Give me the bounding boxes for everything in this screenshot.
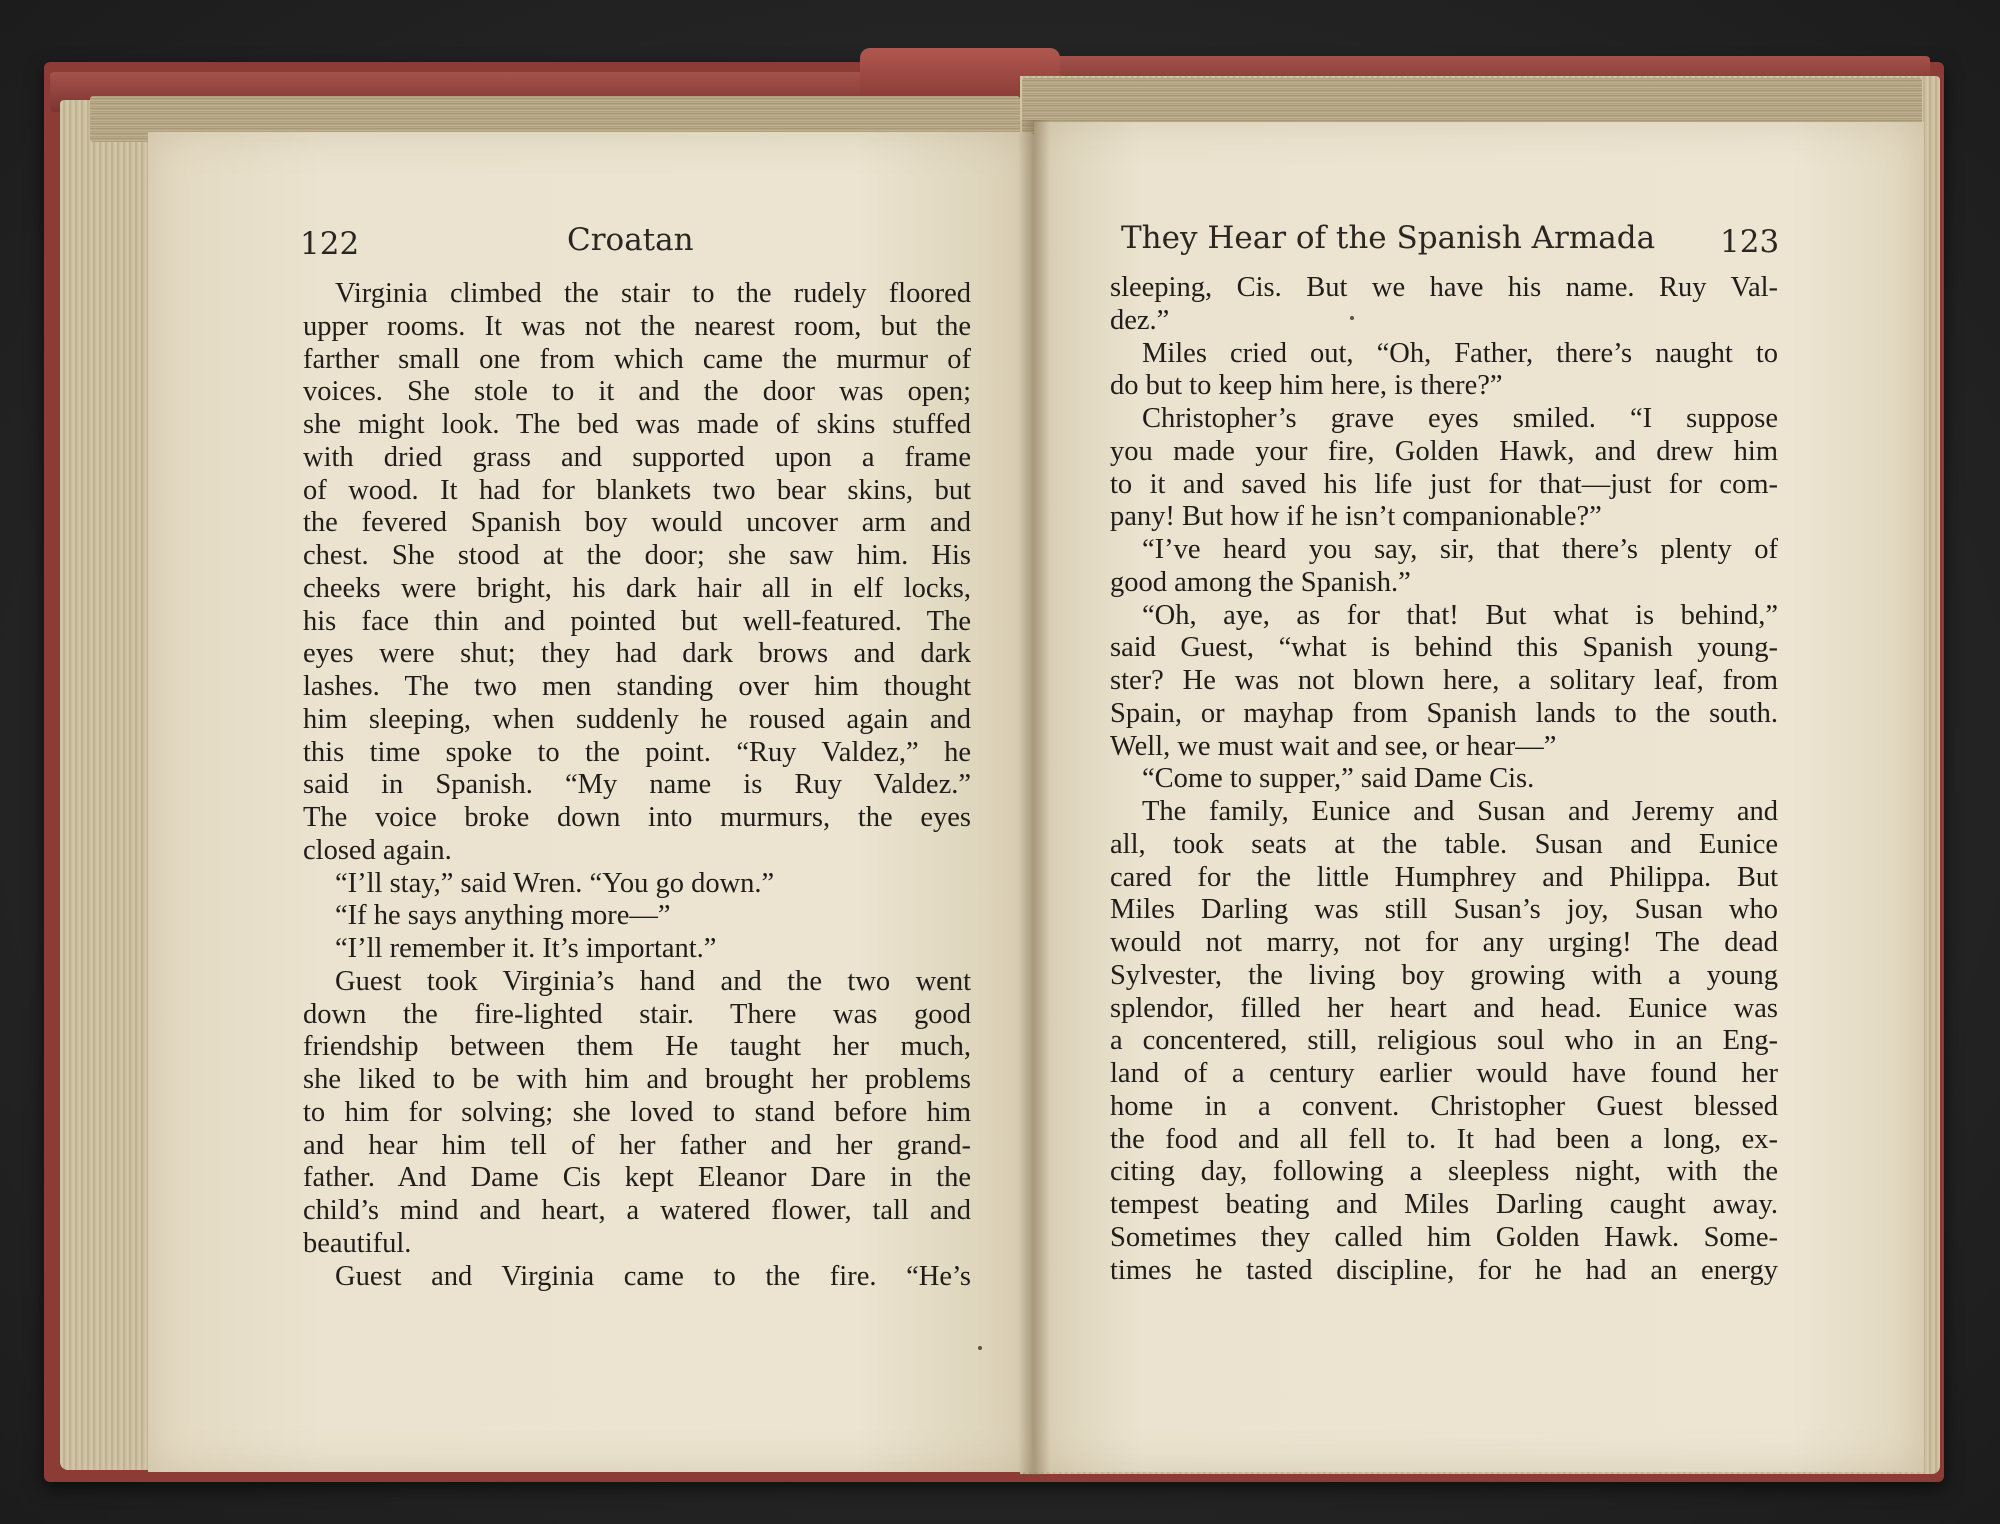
text-line: with dried grass and supported upon a frame	[303, 441, 971, 473]
text-line: beautiful.	[303, 1227, 412, 1259]
text-line: the fevered Spanish boy would uncover arm and	[303, 507, 971, 539]
text-line: upper rooms. It was not the nearest room, but the	[303, 310, 971, 342]
text-line: good among the Spanish.”	[1110, 566, 1411, 598]
text-line: him sleeping, when suddenly he roused again and	[303, 703, 971, 735]
text-line: she might look. The bed was made of skins stuffed	[303, 409, 971, 440]
text-line: eyes were shut; they had dark brows and dark	[303, 638, 971, 670]
text-line: Guest took Virginia’s hand and the two went	[335, 965, 971, 997]
text-line: cheeks were bright, his dark hair all in elf locks,	[303, 572, 971, 604]
text-line: a concentered, still, religious soul who in an Eng-	[1110, 1025, 1778, 1057]
text-line: down the fire-lighted stair. There was good	[303, 998, 971, 1030]
text-line: “Oh, aye, as for that! But what is behind,”	[1142, 599, 1778, 631]
text-line: “I’ve heard you say, sir, that there’s plenty of	[1142, 534, 1778, 565]
text-line: land of a century earlier would have found her	[1110, 1058, 1778, 1089]
text-line: times he tasted discipline, for he had an energy	[1110, 1254, 1778, 1286]
text-line: Christopher’s grave eyes smiled. “I suppose	[1142, 403, 1778, 434]
text-line: you made your fire, Golden Hawk, and drew him	[1110, 435, 1778, 467]
text-line: tempest beating and Miles Darling caught away.	[1110, 1189, 1778, 1220]
text-line: sleeping, Cis. But we have his name. Ruy Val-	[1110, 272, 1778, 303]
text-line: voices. She stole to it and the door was open;	[303, 376, 971, 408]
text-line: home in a convent. Christopher Guest blessed	[1110, 1090, 1778, 1122]
text-line: splendor, filled her heart and head. Eunice was	[1110, 992, 1778, 1024]
text-line: friendship between them He taught her much,	[303, 1031, 971, 1063]
text-line: Well, we must wait and see, or hear—”	[1110, 730, 1557, 762]
text-line: ster? He was not blown here, a solitary leaf, from	[1110, 665, 1778, 696]
text-line: “I’ll stay,” said Wren. “You go down.”	[335, 867, 775, 899]
left-running-head: Croatan	[567, 222, 694, 258]
text-line: Guest and Virginia came to the fire. “He’s	[335, 1260, 971, 1292]
book-gutter	[1018, 120, 1050, 1475]
text-line: father. And Dame Cis kept Eleanor Dare in the	[303, 1162, 971, 1194]
text-line: this time spoke to the point. “Ruy Valdez,” he	[303, 736, 971, 768]
text-line: to him for solving; she loved to stand before him	[303, 1096, 971, 1128]
text-line: Sylvester, the living boy growing with a young	[1110, 959, 1778, 991]
text-line: to it and saved his life just for that—just for com-	[1110, 468, 1778, 500]
right-page-number: 123	[1720, 224, 1780, 260]
text-line: of wood. It had for blankets two bear skins, but	[303, 474, 971, 506]
text-line: “If he says anything more—”	[335, 900, 671, 932]
text-line: cared for the little Humphrey and Philippa. But	[1110, 861, 1778, 893]
text-line: the food and all fell to. It had been a long, ex-	[1110, 1123, 1778, 1155]
text-line: do but to keep him here, is there?”	[1110, 370, 1503, 402]
text-line: chest. She stood at the door; she saw him. His	[303, 540, 971, 571]
right-running-head: They Hear of the Spanish Armada	[1121, 220, 1656, 256]
text-line: Sometimes they called him Golden Hawk. Some-	[1110, 1221, 1778, 1253]
paper-speck	[978, 1346, 982, 1350]
text-line: said in Spanish. “My name is Ruy Valdez.”	[303, 769, 971, 801]
text-line: all, took seats at the table. Susan and Eunice	[1110, 828, 1778, 860]
text-line: citing day, following a sleepless night, with the	[1110, 1156, 1778, 1188]
text-line: “Come to supper,” said Dame Cis.	[1142, 763, 1535, 795]
left-page-text	[303, 278, 971, 1293]
text-line: The voice broke down into murmurs, the eyes	[303, 802, 971, 833]
text-line: Spain, or mayhap from Spanish lands to the south.	[1110, 697, 1778, 729]
text-line: farther small one from which came the murmur of	[303, 343, 971, 375]
text-line: Miles Darling was still Susan’s joy, Susan who	[1110, 894, 1778, 926]
text-line: would not marry, not for any urging! The dead	[1110, 927, 1778, 958]
text-line: Virginia climbed the stair to the rudely floored	[335, 278, 971, 309]
text-line: Miles cried out, “Oh, Father, there’s naught to	[1142, 337, 1778, 369]
left-page-number: 122	[300, 226, 360, 262]
text-line: The family, Eunice and Susan and Jeremy and	[1142, 796, 1778, 827]
text-line: “I’ll remember it. It’s important.”	[335, 933, 717, 964]
text-line: his face thin and pointed but well-featured. The	[303, 605, 971, 637]
text-line: dez.”	[1110, 304, 1170, 336]
paper-speck	[1350, 316, 1354, 320]
right-page-text	[1110, 272, 1778, 1287]
text-line: pany! But how if he isn’t companionable?”	[1110, 501, 1602, 533]
text-line: she liked to be with him and brought her problems	[303, 1064, 971, 1095]
text-line: and hear him tell of her father and her grand-	[303, 1129, 971, 1161]
text-line: child’s mind and heart, a watered flower, tall and	[303, 1195, 971, 1226]
text-line: closed again.	[303, 834, 452, 866]
text-line: lashes. The two men standing over him thought	[303, 671, 971, 702]
text-line: said Guest, “what is behind this Spanish young-	[1110, 632, 1778, 664]
